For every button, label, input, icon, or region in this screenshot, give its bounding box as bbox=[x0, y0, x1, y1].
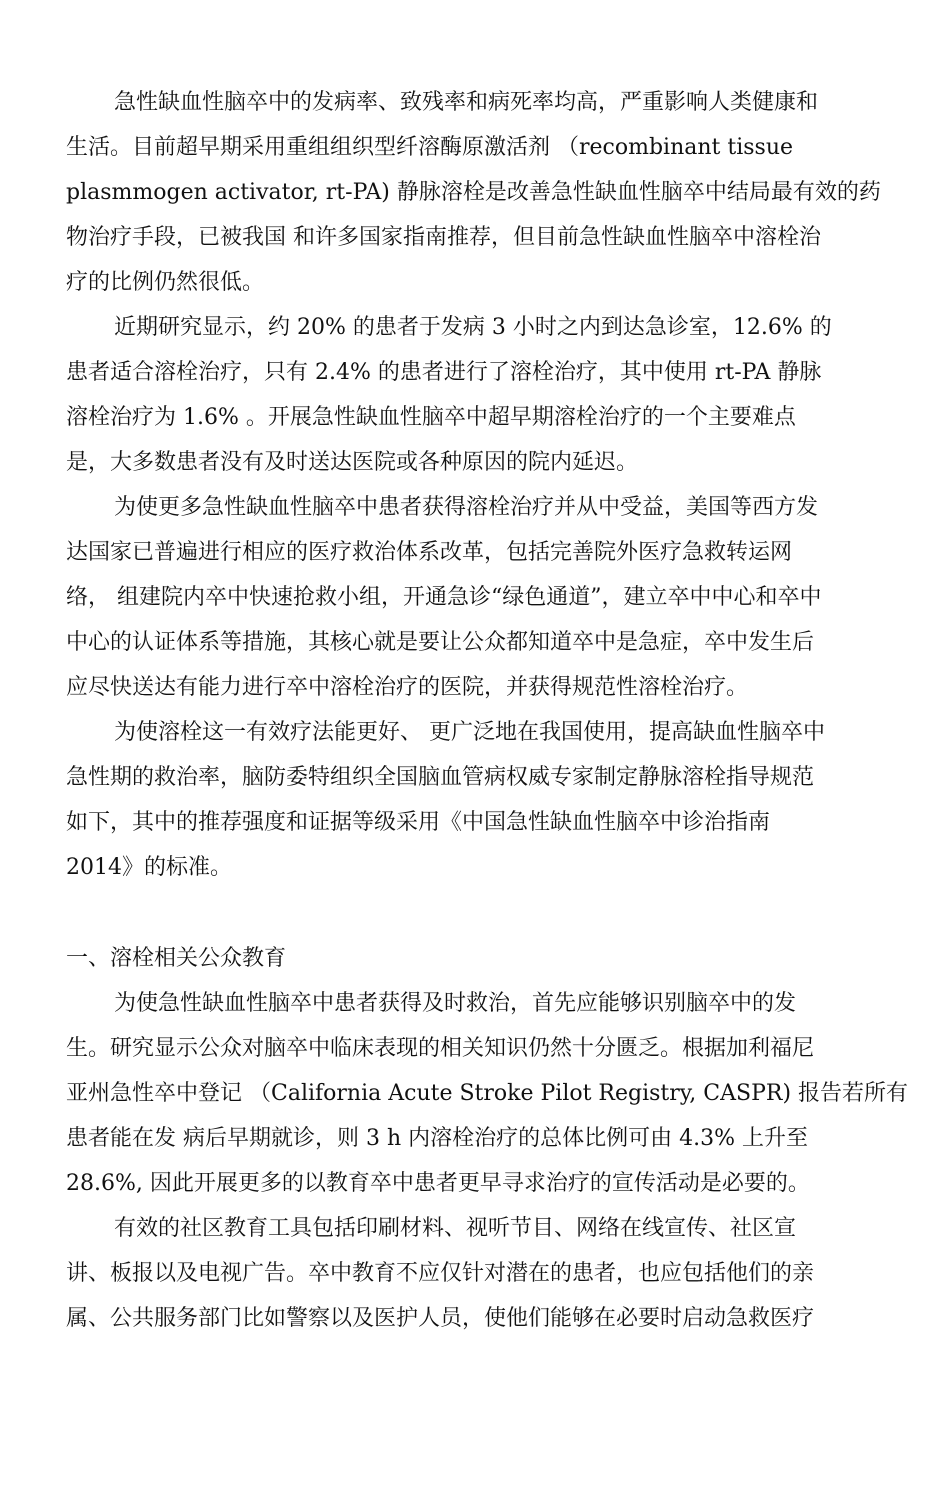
text-line: 2014》的标准。 bbox=[66, 855, 232, 880]
paragraph bbox=[66, 1206, 886, 1341]
text-line: 生。研究显示公众对脑卒中临床表现的相关知识仍然十分匮乏。根据加利福尼 bbox=[66, 1036, 815, 1061]
text-line: 为使急性缺血性脑卒中患者获得及时救治，首先应能够识别脑卒中的发 bbox=[114, 991, 797, 1016]
text-line: 讲、板报以及电视广告。卒中教育不应仅针对潜在的患者，也应包括他们的亲 bbox=[66, 1261, 815, 1286]
text-line: plasmmogen activator, rt-PA) 静脉溶栓是改善急性缺血性脑卒中结局最有效的药 bbox=[66, 180, 881, 205]
text-line: 属、公共服务部门比如警察以及医护人员，使他们能够在必要时启动急救医疗 bbox=[66, 1306, 815, 1331]
text-line: 有效的社区教育工具包括印刷材料、视听节目、网络在线宣传、社区宣 bbox=[114, 1216, 797, 1241]
paragraph bbox=[66, 710, 886, 890]
text-line: 患者能在发 病后早期就诊，则 3 h 内溶栓治疗的总体比例可由 4.3% 上升至 bbox=[66, 1126, 809, 1151]
text-line: 达国家已普遍进行相应的医疗救治体系改革，包括完善院外医疗急救转运网 bbox=[66, 540, 793, 565]
text-line: 28.6%, 因此开展更多的以教育卒中患者更早寻求治疗的宣传活动是必要的。 bbox=[66, 1171, 810, 1196]
text-line: 络， 组建院内卒中快速抢救小组，开通急诊“绿色通道”，建立卒中中心和卒中 bbox=[66, 585, 822, 610]
text-line: 生活。目前超早期采用重组组织型纤溶酶原激活剂 （recombinant tissue bbox=[66, 135, 794, 160]
text-line: 是，大多数患者没有及时送达医院或各种原因的院内延迟。 bbox=[66, 450, 639, 475]
section-spacer bbox=[66, 890, 886, 936]
document-page bbox=[66, 80, 909, 1341]
paragraph bbox=[66, 485, 886, 710]
paragraph bbox=[66, 305, 886, 485]
text-line: 物治疗手段，已被我国 和许多国家指南推荐，但目前急性缺血性脑卒中溶栓治 bbox=[66, 225, 821, 250]
paragraph bbox=[66, 981, 909, 1206]
text-line: 中心的认证体系等措施，其核心就是要让公众都知道卒中是急症，卒中发生后 bbox=[66, 630, 815, 655]
text-line: 如下，其中的推荐强度和证据等级采用《中国急性缺血性脑卒中诊治指南 bbox=[66, 810, 771, 835]
paragraph bbox=[66, 80, 886, 305]
text-line: 溶栓治疗为 1.6% 。开展急性缺血性脑卒中超早期溶栓治疗的一个主要难点 bbox=[66, 405, 796, 430]
text-line: 疗的比例仍然很低。 bbox=[66, 270, 265, 295]
text-line: 近期研究显示，约 20% 的患者于发病 3 小时之内到达急诊室，12.6% 的 bbox=[114, 315, 832, 340]
text-line: 患者适合溶栓治疗，只有 2.4% 的患者进行了溶栓治疗，其中使用 rt-PA 静脉 bbox=[66, 360, 822, 385]
text-line: 为使溶栓这一有效疗法能更好、 更广泛地在我国使用，提高缺血性脑卒中 bbox=[114, 720, 825, 745]
text-line: 亚州急性卒中登记 （California Acute Stroke Pilot Registry, CASPR) 报告若所有 bbox=[66, 1081, 909, 1106]
text-line: 急性期的救治率，脑防委特组织全国脑血管病权威专家制定静脉溶栓指导规范 bbox=[66, 765, 815, 790]
text-line: 为使更多急性缺血性脑卒中患者获得溶栓治疗并从中受益，美国等西方发 bbox=[114, 495, 819, 520]
section-heading: 一、溶栓相关公众教育 bbox=[66, 946, 287, 971]
text-line: 急性缺血性脑卒中的发病率、致残率和病死率均高，严重影响人类健康和 bbox=[114, 90, 819, 115]
text-line: 应尽快送达有能力进行卒中溶栓治疗的医院，并获得规范性溶栓治疗。 bbox=[66, 675, 749, 700]
